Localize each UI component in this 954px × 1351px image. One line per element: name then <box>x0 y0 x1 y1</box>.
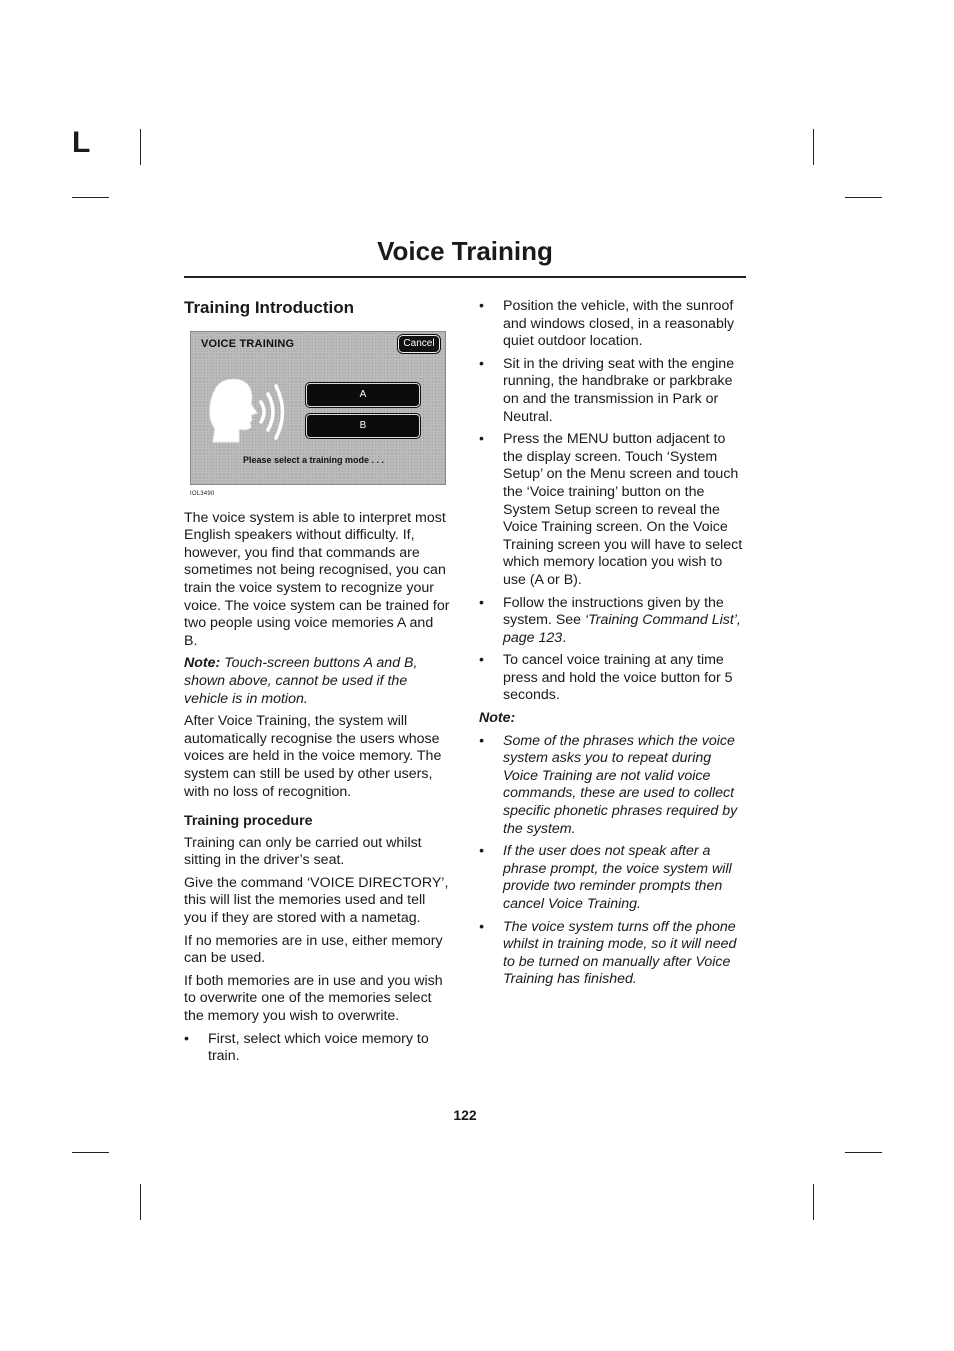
list-item <box>479 431 747 589</box>
voice-training-screen-figure <box>190 331 446 485</box>
bullet-icon: • <box>479 918 484 935</box>
screen-prompt: Please select a training mode . . . <box>243 455 385 465</box>
list-item-text: The voice system turns off the phone whilst in training mode, so it will need to be turned on manually after Voice Training has finished. <box>503 918 737 988</box>
bullet-icon: • <box>479 298 484 314</box>
list-item-text: Sit in the driving seat with the engine running, the handbrake or parkbrake on and the transmission in Park or Neutral. <box>503 355 735 425</box>
crop-mark-bottom-left-horizontal <box>72 1152 109 1153</box>
title-rule <box>184 276 746 278</box>
procedure-paragraph-2: Give the command ‘VOICE DIRECTORY’, this will list the memories used and tell you if they are stored with a nametag. <box>184 874 449 927</box>
list-item-text: Press the MENU button adjacent to the display screen. Touch ‘System Setup’ on the Menu screen and touch the ‘Voice training’ button on the System Setup screen to reveal the Voice Training screen. On the Voice Training screen you will have to select which memory location you wish to use (A or B). <box>503 431 743 588</box>
right-note-label: Note: <box>479 710 516 727</box>
cross-reference-link[interactable]: ‘Training Command List’, page 123 <box>503 612 741 646</box>
bullet-icon: • <box>479 732 484 749</box>
list-item <box>479 595 747 648</box>
list-item <box>184 1031 450 1066</box>
crop-mark-bottom-right-vertical <box>813 1184 814 1220</box>
screen-cancel-button: Cancel <box>398 335 440 353</box>
crop-mark-bottom-right-horizontal <box>845 1152 882 1153</box>
speaking-head-icon <box>205 376 297 448</box>
list-item-text: To cancel voice training at any time press and hold the voice button for 5 seconds. <box>503 652 733 704</box>
crop-mark-bottom-left-vertical <box>140 1184 141 1220</box>
list-item-text: First, select which voice memory to train. <box>208 1030 429 1065</box>
crop-mark-top-right-vertical <box>813 129 814 165</box>
screen-button-b: B <box>306 414 420 438</box>
list-item <box>479 652 747 705</box>
crop-mark-top-right-horizontal <box>845 197 882 198</box>
screen-title: VOICE TRAINING <box>201 338 295 350</box>
section-title: Training Introduction <box>184 298 354 317</box>
bullet-icon: • <box>184 1030 189 1047</box>
follow-prefix: Follow the instructions given by the system. See <box>503 594 724 629</box>
list-item-text <box>503 595 741 646</box>
list-item-text: Some of the phrases which the voice system asks you to repeat during Voice Training are not valid voice commands, these are used to collect specific phonetic phrases required by the system. <box>503 732 738 837</box>
page-title: Voice Training <box>377 236 553 266</box>
note-paragraph <box>184 655 450 708</box>
list-item <box>479 919 747 989</box>
note-text: Touch-screen buttons A and B, shown above, cannot be used if the vehicle is in motion. <box>184 655 418 707</box>
right-column <box>479 298 747 994</box>
crop-mark-top-left-vertical <box>140 129 141 165</box>
list-item-text: If the user does not speak after a phrase prompt, the voice system will provide two reminder prompts then cancel Voice Training. <box>503 843 732 912</box>
list-item <box>479 843 747 913</box>
follow-suffix: . <box>562 629 567 646</box>
list-item <box>479 356 747 426</box>
bullet-icon: • <box>479 652 484 669</box>
bullet-icon: • <box>479 594 484 611</box>
figure-code: IOL3490 <box>190 491 215 497</box>
note-bullet-list <box>479 733 747 989</box>
screen-button-a: A <box>306 383 420 407</box>
bullet-icon: • <box>479 355 484 372</box>
procedure-paragraph-3: If no memories are in use, either memory can be used. <box>184 932 443 967</box>
left-column <box>184 297 450 1071</box>
bullet-icon: • <box>479 431 484 448</box>
procedure-paragraph-4: If both memories are in use and you wish to overwrite one of the memories select the memory you wish to overwrite. <box>184 972 443 1025</box>
bullet-icon: • <box>479 843 484 860</box>
procedure-heading: Training procedure <box>184 813 313 830</box>
page-number: 122 <box>453 1107 477 1123</box>
intro-paragraph: The voice system is able to interpret most English speakers without difficulty. If, however, you find that commands are sometimes not being recognised, you can train the voice system to recognize your voice. The voice system can be trained for two people using voice memories A and B. <box>184 509 450 649</box>
list-item-text: Position the vehicle, with the sunroof and windows closed, in a reasonably quiet outdoor location. <box>503 298 735 350</box>
list-item <box>479 298 747 351</box>
left-bullet-list <box>184 1031 450 1066</box>
list-item <box>479 733 747 839</box>
right-bullet-list <box>479 298 747 705</box>
crop-mark-top-left-horizontal <box>72 197 109 198</box>
procedure-paragraph-1: Training can only be carried out whilst sitting in the driver’s seat. <box>184 834 422 869</box>
after-training-paragraph: After Voice Training, the system will automatically recognise the users whose voices are held in the voice memory. The system can still be used by other users, with no loss of recognition. <box>184 713 442 800</box>
note-label: Note: <box>184 655 221 672</box>
corner-letter: L <box>72 126 91 159</box>
